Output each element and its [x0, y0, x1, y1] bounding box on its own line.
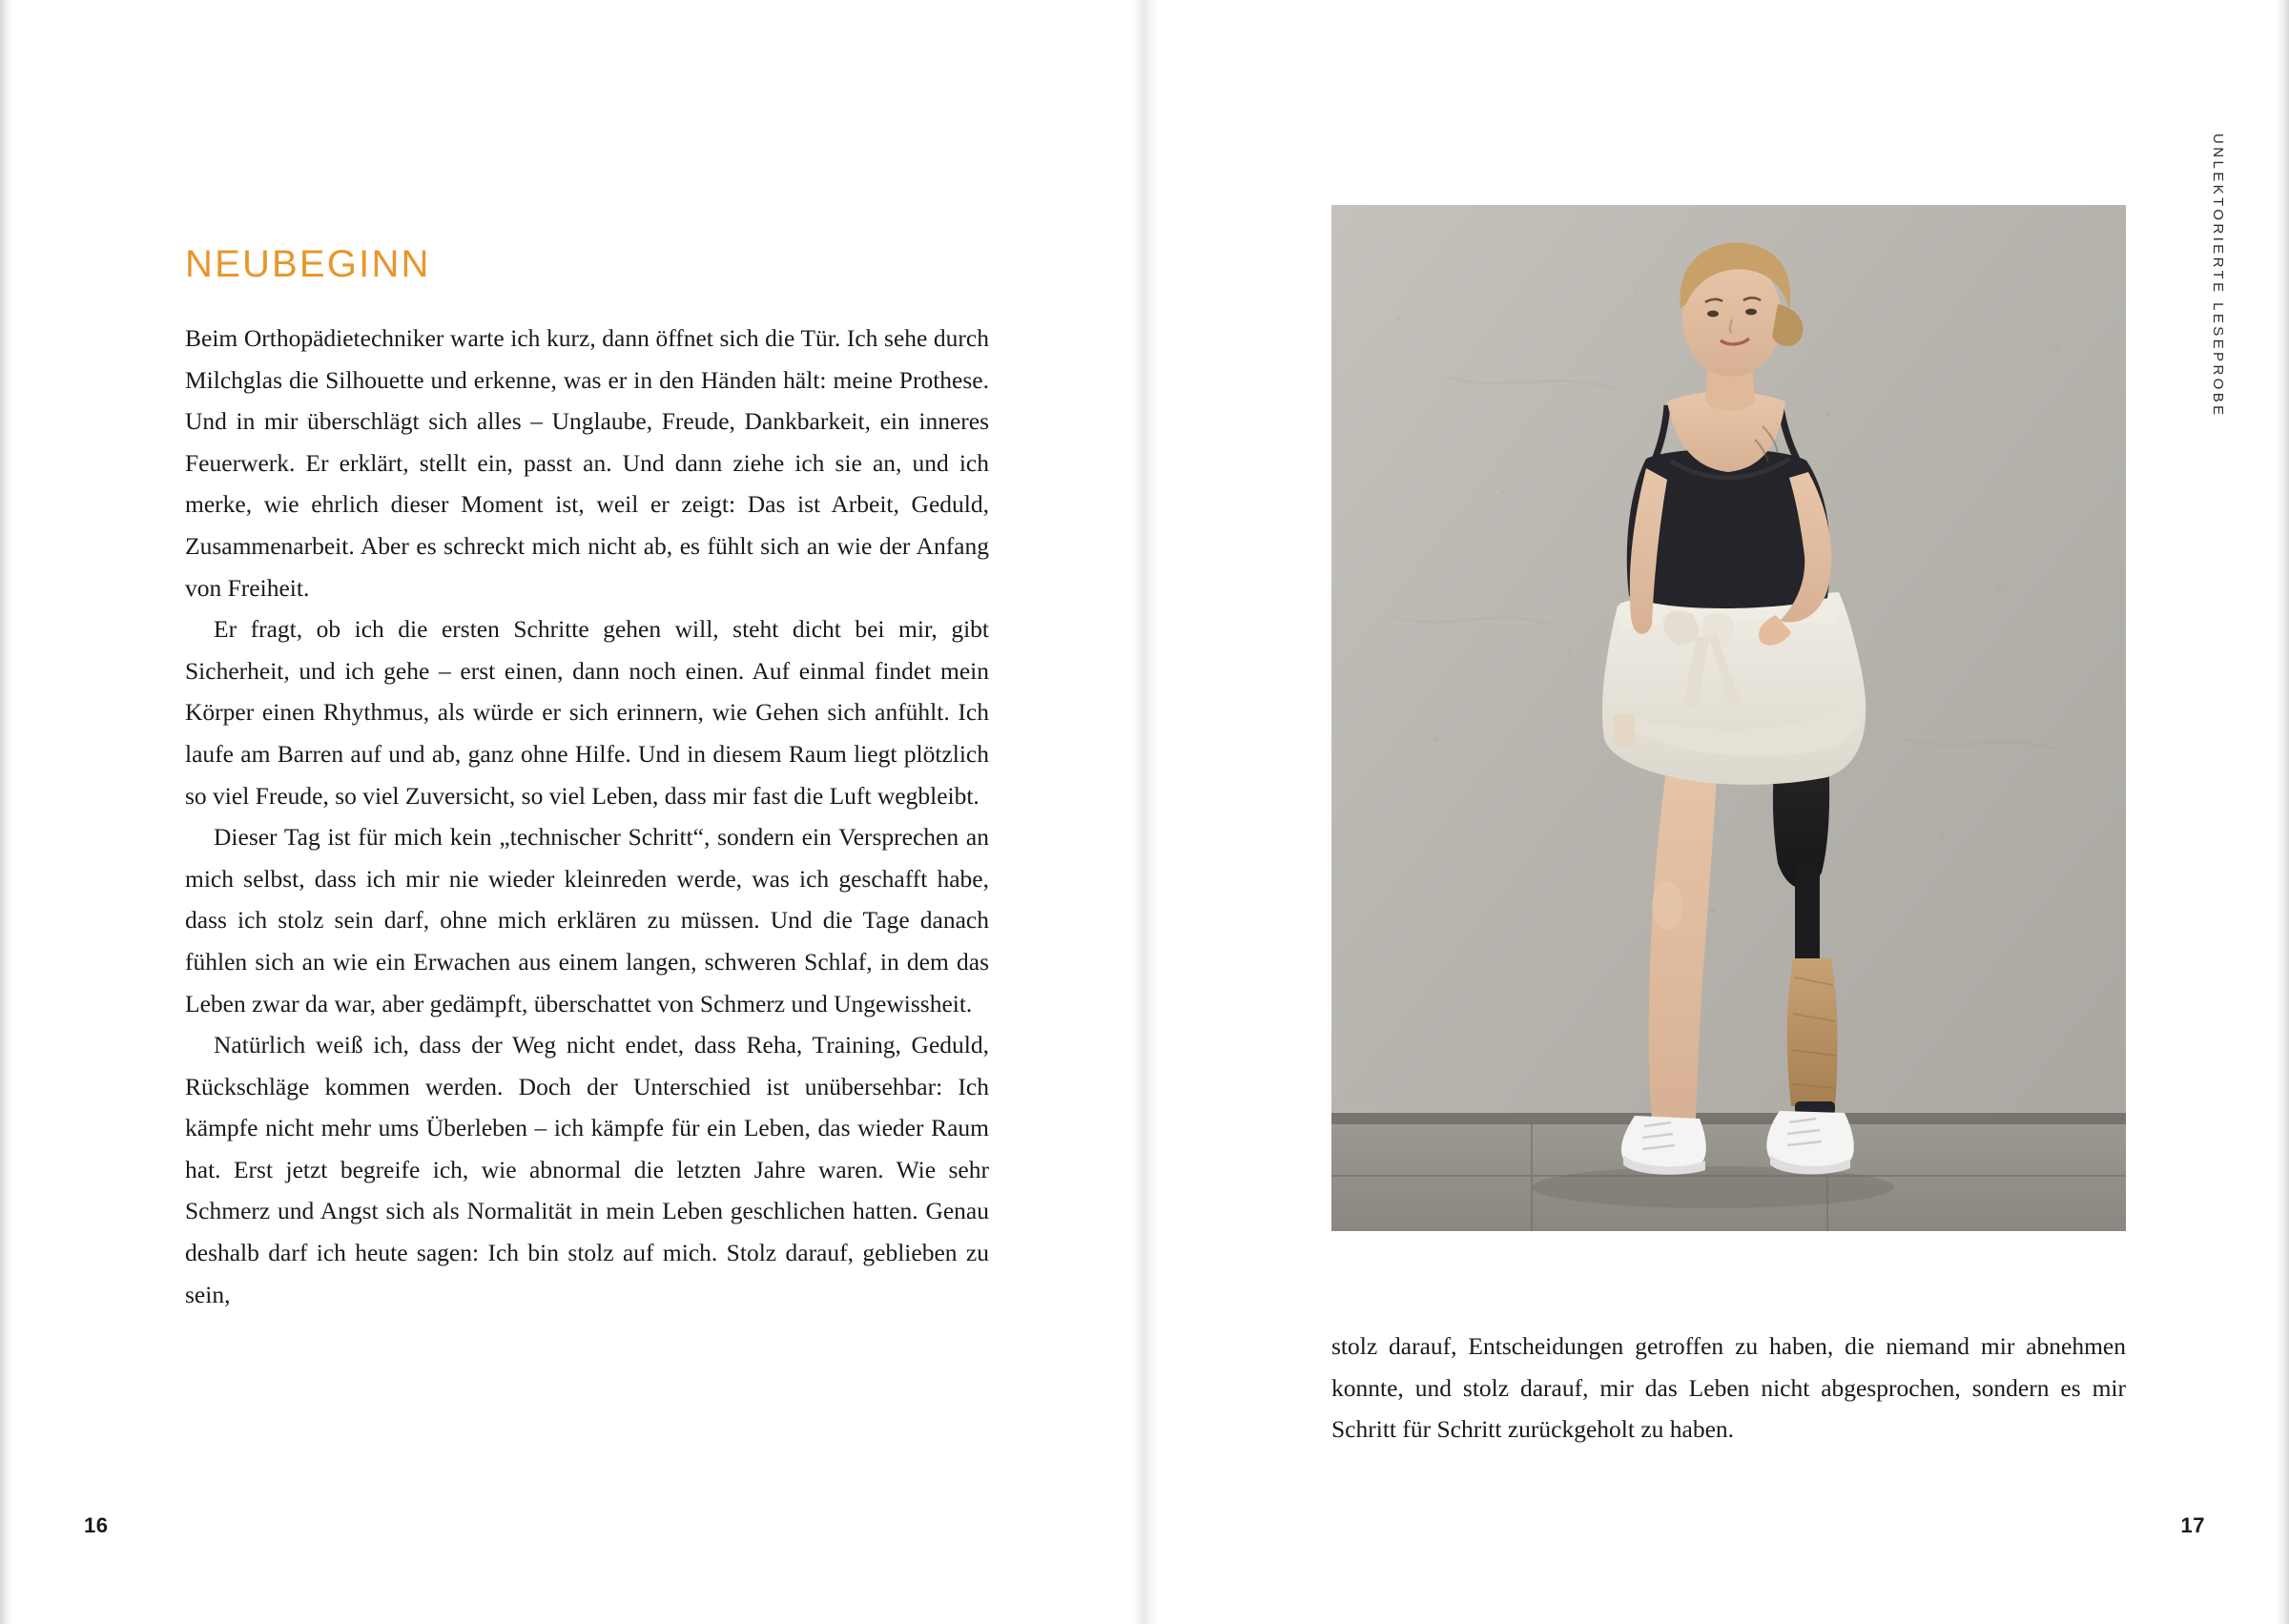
- paragraph: Dieser Tag ist für mich kein „technischer Schritt“, sondern ein Versprechen an mich selbst, dass ich mir nie wieder kleinreden werde, was ich geschafft habe, dass ich stolz sein darf, ohne mich erklären zu müssen. Und die Tage danach fühlen sich an wie ein Erwachen aus einem langen, schweren Schlaf, in dem das Leben zwar da war, aber gedämpft, überschattet von Schmerz und Ungewissheit.: [185, 823, 989, 1018]
- paragraph: Beim Orthopädietechniker warte ich kurz, dann öffnet sich die Tür. Ich sehe durch Milchglas die Silhouette und erkenne, was er in den Händen hält: meine Prothese. Und in mir überschlägt sich alles – Unglaube, Freude, Dankbarkeit, ein inneres Feuerwerk. Er erklärt, stellt ein, passt an. Und dann ziehe ich sie an, und ich merke, wie ehrlich dieser Moment ist, weil er zeigt: Das ist Arbeit, Geduld, Zusammenarbeit. Aber es schreckt mich nicht ab, es fühlt sich an wie der Anfang von Freiheit.: [185, 324, 989, 602]
- right-body-text: [1331, 1326, 2126, 1450]
- paragraph: Er fragt, ob ich die ersten Schritte gehen will, steht dicht bei mir, gibt Sicherheit, und ich gehe – erst einen, dann noch einen. Auf einmal findet mein Körper einen Rhythmus, als würde er sich erinnern, wie Gehen sich anfühlt. Ich laufe am Barren auf und ab, ganz ohne Hilfe. Und in diesem Raum liegt plötzlich so viel Freude, so viel Zuversicht, so viel Leben, dass mir fast die Luft wegbleibt.: [185, 615, 989, 810]
- side-note-label: UNLEKTORIERTE LESEPROBE: [2210, 134, 2226, 419]
- right-page: [1144, 0, 2289, 1624]
- paragraph: Natürlich weiß ich, dass der Weg nicht endet, dass Reha, Training, Geduld, Rückschläge kommen werden. Doch der Unterschied ist unübersehbar: Ich kämpfe nicht mehr ums Überleben – ich kämpfe für ein Leben, das wieder Raum hat. Erst jetzt begreife ich, wie abnormal die letzten Jahre waren. Wie sehr Schmerz und Angst sich als Normalität in mein Leben geschlichen hatten. Genau deshalb darf ich heute sagen: Ich bin stolz auf mich. Stolz darauf, geblieben zu sein,: [185, 1031, 989, 1308]
- left-page: [0, 0, 1144, 1624]
- left-body-text: [185, 318, 989, 1315]
- page-number-left: 16: [84, 1513, 109, 1537]
- page-number-right: 17: [2180, 1513, 2205, 1537]
- chapter-title: NEUBEGINN: [185, 242, 431, 285]
- photo: [1331, 205, 2126, 1231]
- paragraph: stolz darauf, Entscheidungen getroffen zu haben, die niemand mir abnehmen konnte, und stolz darauf, mir das Leben nicht abgesprochen, sondern es mir Schritt für Schritt zurückgeholt zu haben.: [1331, 1332, 2126, 1444]
